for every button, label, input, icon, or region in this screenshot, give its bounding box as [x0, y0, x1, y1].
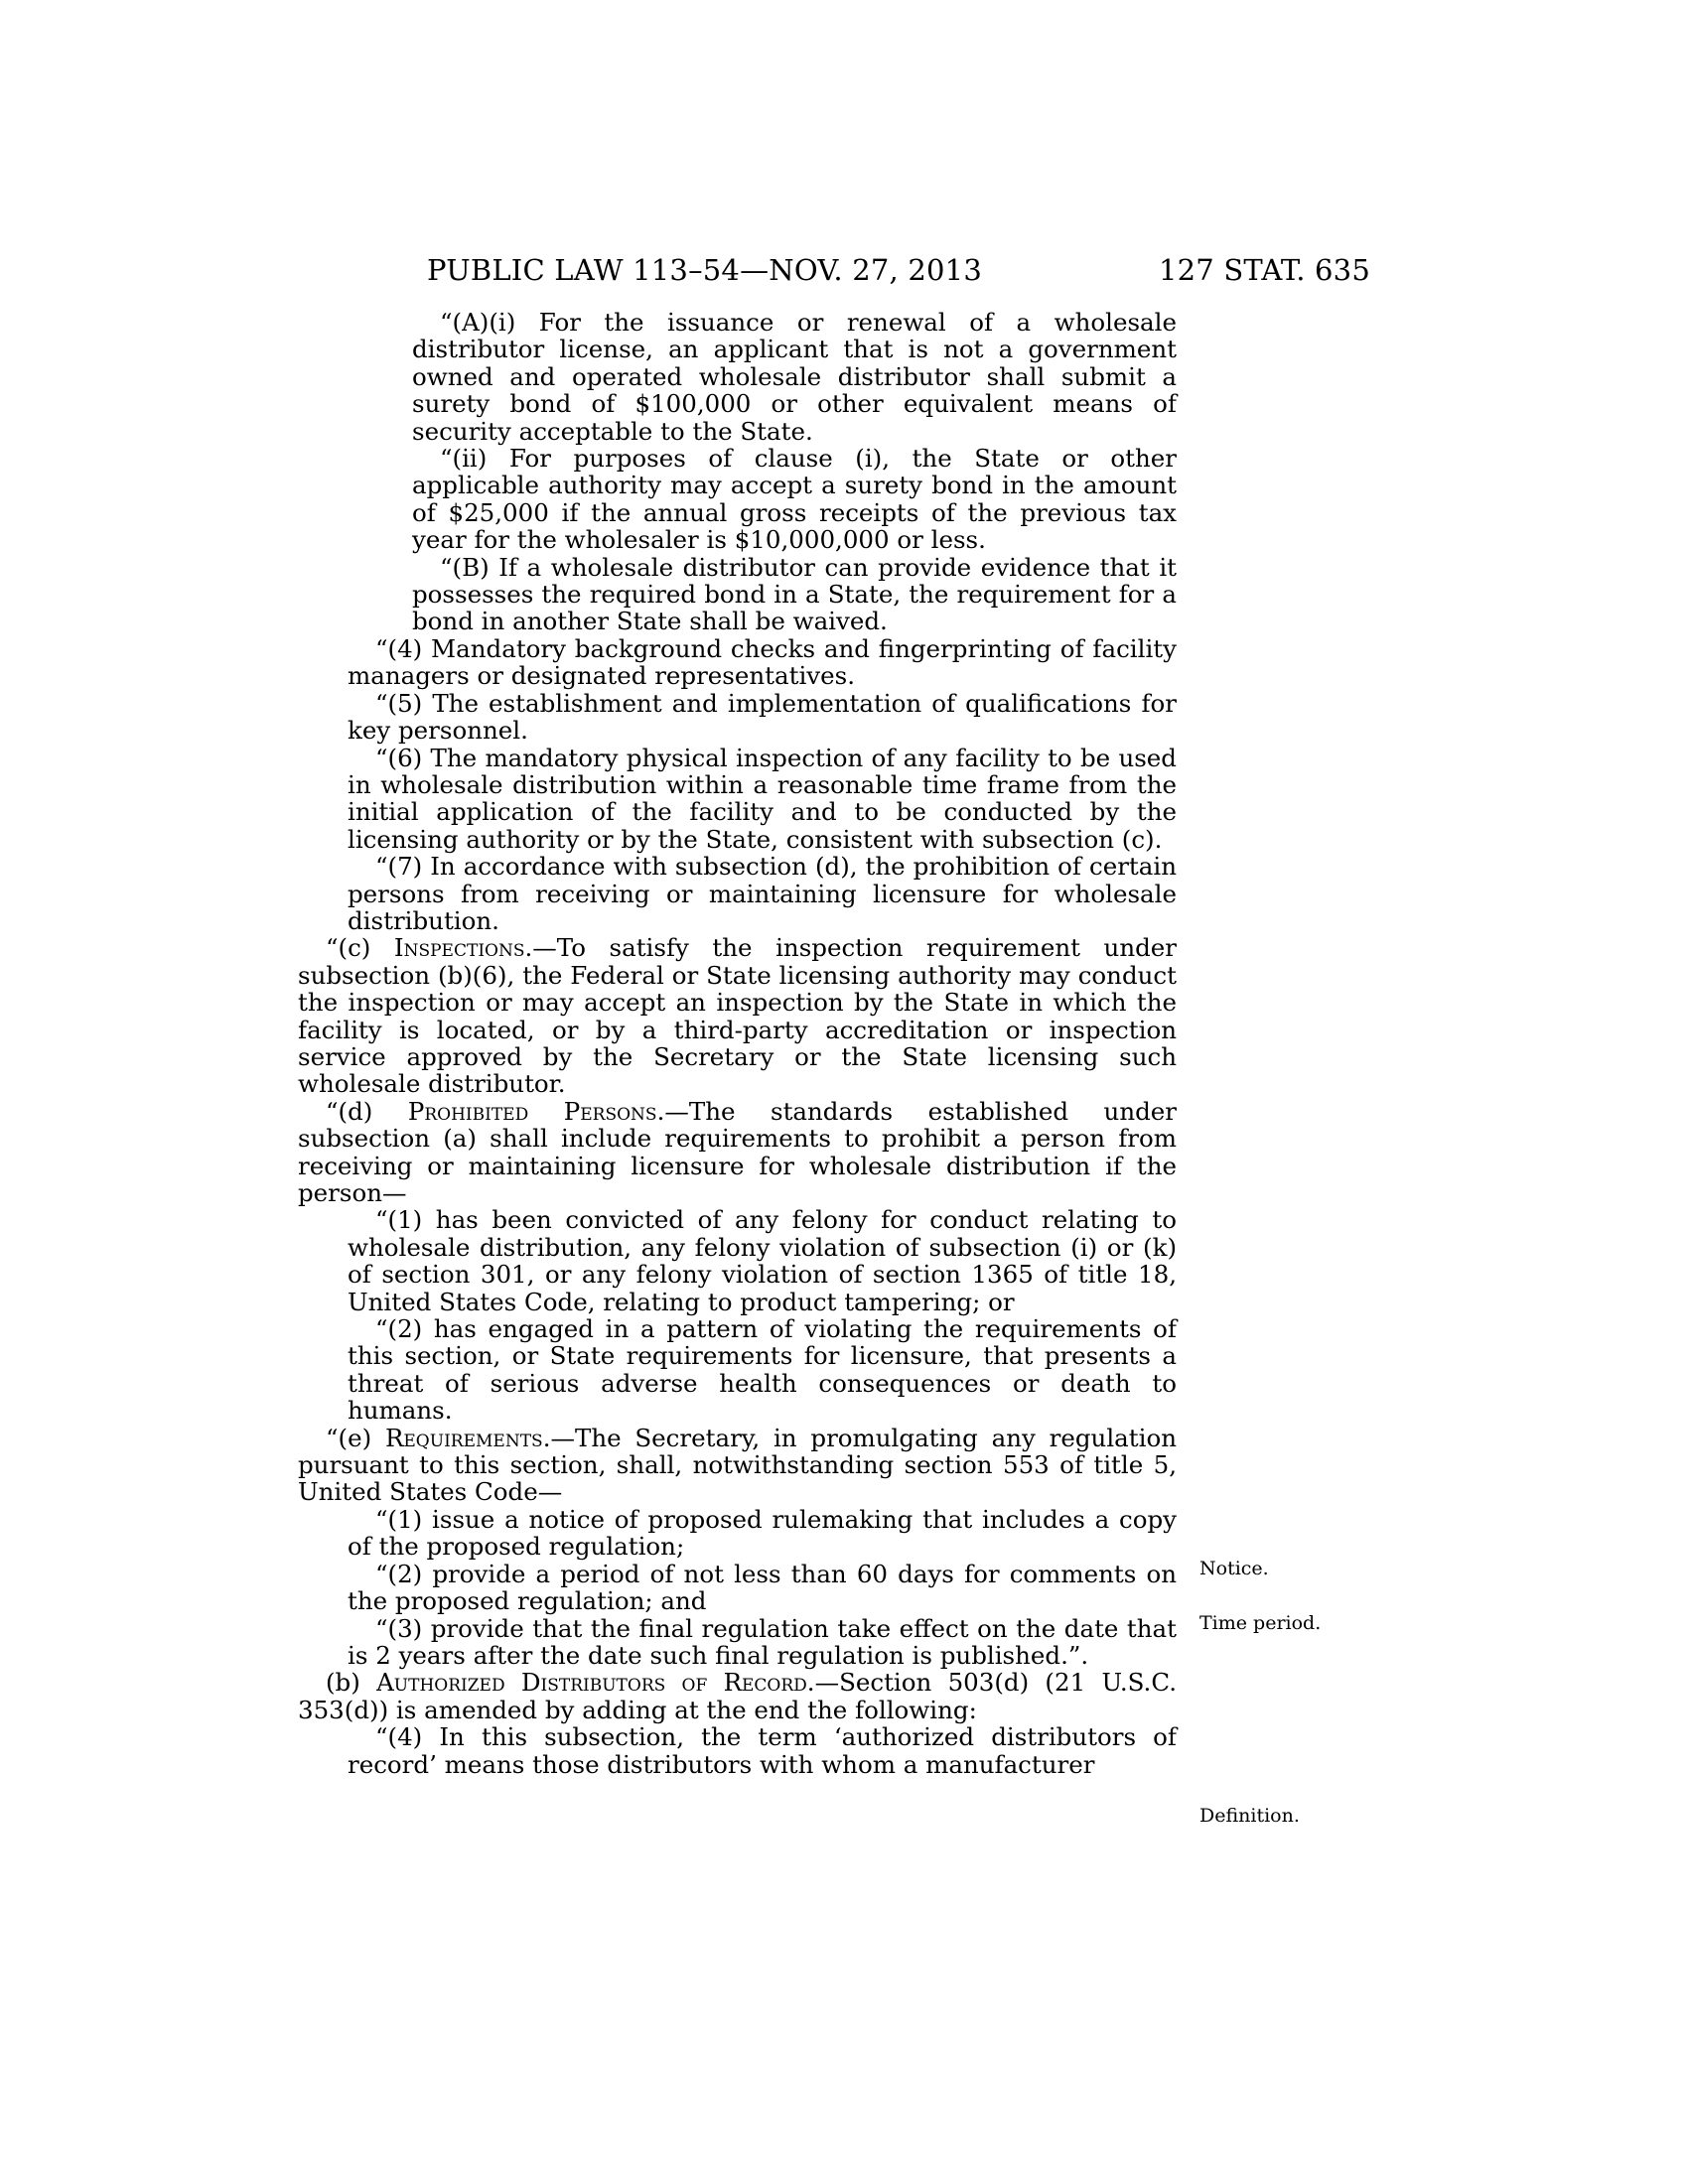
subsection-c-heading: Inspections — [393, 933, 525, 963]
paragraph-6: “(6) The mandatory physical inspection of any facility to be used in wholesale distribution within a reasonable time frame from the initial application of the facility and to be conducted by the licensing authority or by the State, consistent with subsection (c). — [348, 743, 1177, 854]
subsection-d-paragraph-2: “(2) has engaged in a pattern of violating the requirements of this section, or State requirements for licensure, that presents a threat of serious adverse health consequences or death to humans. — [348, 1314, 1177, 1426]
clause-a-i: “(A)(i) For the issuance or renewal of a wholesale distributor license, an applicant that is not a government owned and operated wholesale distributor shall submit a surety bond of $100,000 or other equivalent means of security acceptable to the State. — [412, 308, 1177, 446]
subsection-e-text: .—The Secretary, in promulgating any regulation pursuant to this section, shall, notwithstanding section 553 of title 5, United States Code— — [298, 1423, 1177, 1507]
section-b-prefix: (b) — [326, 1668, 377, 1698]
margin-note-time-period: Time period. — [1199, 1612, 1322, 1634]
section-b-text: .—Section 503(d) (21 U.S.C. 353(d)) is amended by adding at the end the following: — [298, 1668, 1177, 1724]
subsection-e-heading: Requirements — [384, 1423, 543, 1452]
paragraph-4: “(4) Mandatory background checks and fingerprinting of facility managers or designated representatives. — [348, 633, 1177, 691]
subsection-d — [298, 1098, 1177, 1207]
paragraph-5: “(5) The establishment and implementation of qualifications for key personnel. — [348, 688, 1177, 746]
section-b-heading: Authorized Distributors of Record — [376, 1668, 807, 1698]
section-b — [298, 1669, 1177, 1723]
paragraph-7: “(7) In accordance with subsection (d), the prohibition of certain persons from receiving or maintaining licensure for wholesale distribution. — [348, 852, 1177, 935]
subsection-d-paragraph-1: “(1) has been convicted of any felony for conduct relating to wholesale distribution, any felony violation of subsection (i) or (k) of section 301, or any felony violation of section 1365 of title 18, United States Code, relating to product tampering; or — [348, 1205, 1177, 1316]
subsection-e-paragraph-2: “(2) provide a period of not less than 60 days for comments on the proposed regulation; and — [348, 1559, 1177, 1616]
header-title: PUBLIC LAW 113–54—NOV. 27, 2013 — [427, 253, 982, 287]
statute-text — [298, 309, 1177, 1778]
subsection-d-text: .—The standards established under subsection (a) shall include requirements to prohibit a person from receiving or maintaining licensure for wholesale distribution if the person— — [298, 1096, 1178, 1207]
margin-note-definition: Definition. — [1199, 1805, 1300, 1827]
subsection-d-prefix: “(d) — [326, 1096, 408, 1126]
subsection-d-heading: Prohibited Persons — [407, 1096, 657, 1126]
clause-a-ii: “(ii) For purposes of clause (i), the State or other applicable authority may accept a surety bond in the amount of $25,000 if the annual gross receipts of the previous tax year for the wholesaler is $10,000,000 or less. — [412, 444, 1177, 555]
section-d-paragraph-4: “(4) In this subsection, the term ‘authorized distributors of record’ means those distributors with whom a manufacturer — [348, 1722, 1177, 1779]
subsection-e-paragraph-1: “(1) issue a notice of proposed rulemaking that includes a copy of the proposed regulation; — [348, 1504, 1177, 1562]
running-header — [298, 253, 1370, 293]
subsection-c-text: .—To satisfy the inspection requirement under subsection (b)(6), the Federal or State licensing authority may conduct the inspection or may accept an inspection by the State in which the facility is located, or by a third-party accreditation or inspection service approved by the Secretary or the State licensing such wholesale distributor. — [298, 933, 1178, 1099]
subsection-e — [298, 1425, 1177, 1506]
margin-note-notice: Notice. — [1199, 1558, 1269, 1579]
page-number: 127 STAT. 635 — [1158, 253, 1370, 287]
subsection-e-prefix: “(e) — [326, 1423, 385, 1452]
subsection-e-paragraph-3: “(3) provide that the final regulation take effect on the date that is 2 years after the date such final regulation is published.”. — [348, 1613, 1177, 1670]
subparagraph-b: “(B) If a wholesale distributor can provide evidence that it possesses the required bond in a State, the requirement for a bond in another State shall be waived. — [412, 552, 1177, 636]
subsection-c — [298, 934, 1177, 1097]
subsection-c-prefix: “(c) — [326, 933, 394, 963]
